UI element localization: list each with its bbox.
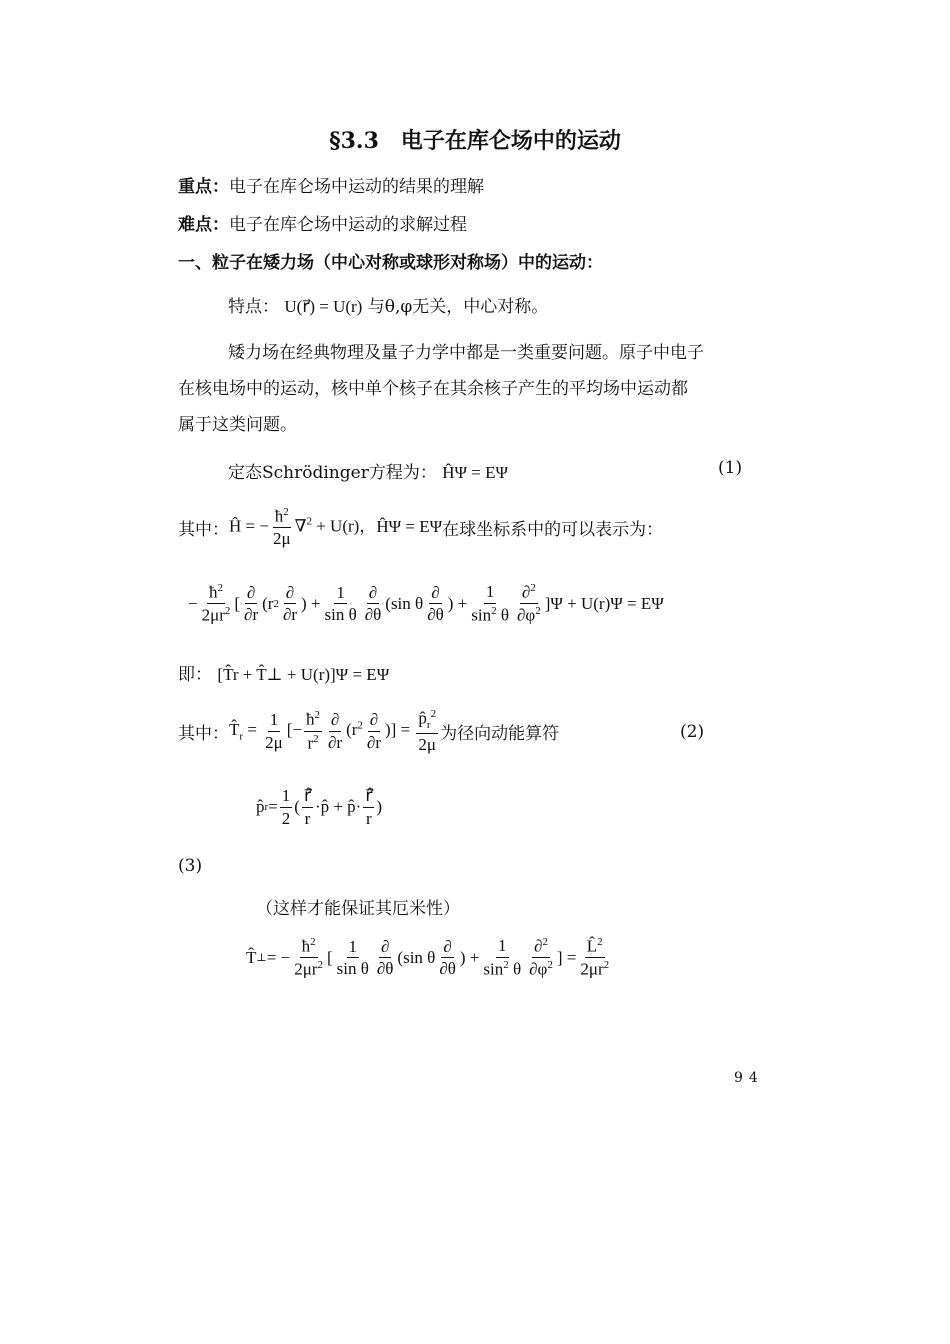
radial-momentum-formula: p̂ r = $\frac{1}{2}$ ( $\frac{r̂⃗}{r}$ ·p̂ + p̂· $\frac{r̂⃗}{r}$ ) [256,786,383,828]
eq-ji-prefix: 即： [178,665,212,685]
eq-ji-line [178,660,389,685]
paragraph-line-2: 在核电场中的运动，核中单个核子在其余核子产生的平均场中运动都 [178,379,688,399]
eq-h-mid: ĤΨ = EΨ [376,517,443,537]
feature-formula: U(r⃗) = U(r) [284,297,363,316]
eq2-number: (2) [680,722,705,742]
eq1-number: (1) [718,458,743,478]
feature-prefix: 特点： [228,297,279,317]
difficulty-line [178,210,467,235]
hamiltonian-formula: Ĥ = − $\frac{ħ^2}{2\mu}$ ∇$^2$ + U(r)， [229,506,377,549]
hermitian-note: （这样才能保证其厄米性） [256,899,460,919]
equation-2 [178,708,559,754]
transverse-kinetic-formula: T̂ ⊥ = − $\frac{ħ^2}{2\mu r^2}$ [ $\frac{1}{\text{sin θ}}$ $\frac{\partial}{\partial\theta}$ (sin θ $\frac{\partial}{\partial\theta}$ ) + $\frac{1}{\sin^2 \theta}$ $\frac{\partial^2}{\partial\varphi^2}$ ] = $\frac{L̂^2}{2\mu r^2}$ [246,936,610,979]
key-point-text: 电子在库仑场中运动的结果的理解 [229,177,484,197]
equation-1 [228,458,508,483]
difficulty-text: 电子在库仑场中运动的求解过程 [229,215,467,235]
page-number: 94 [734,1070,764,1086]
eq-h-prefix: 其中： [178,519,229,540]
paragraph-line-1: 矮力场在经典物理及量子力学中都是一类重要问题。原子中电子 [228,343,704,363]
section-heading: 一、粒子在矮力场（中心对称或球形对称场）中的运动： [178,253,603,273]
hamiltonian-line [178,506,663,549]
spherical-tail: ]Ψ + U(r)Ψ = EΨ [544,593,664,613]
key-point-line [178,172,484,197]
eq2-prefix: 其中： [178,723,229,744]
paragraph-line-3: 属于这类问题。 [178,415,297,435]
feature-suffix: 与θ,φ无关，中心对称。 [367,297,549,317]
eq-h-suffix: 在球坐标系中的可以表示为： [442,519,664,540]
page-title: §3.3 电子在库仑场中的运动 [329,128,621,154]
eq1-prefix: 定态Schrödinger方程为： [228,463,437,483]
spherical-equation: − $\frac{ħ^2}{2\mu r^2}$ [ $\frac{\partial}{\partial r}$ (r 2 $\frac{\partial}{\partial r}$ ) + $\frac{1}{\text{sin θ}}$ $\frac{\partial}{\partial\theta}$ (sin θ $\frac{\partial}{\partial\theta}$ ) + $\frac{1}{\sin^2 \theta}$ $\frac{\partial^2}{\partial\varphi^2}$ ]Ψ + U(r)Ψ = EΨ [188,582,664,625]
eq3-number: (3) [178,856,203,876]
eq2-suffix: 为径向动能算符 [440,723,560,744]
key-point-label: 重点： [178,177,229,197]
radial-kinetic-formula: $T̂_r$ = $\frac{1}{2\mu}$ [− $\frac{ħ^2}{r^2}$ $\frac{\partial}{\partial r}$ ($r^2$ $\frac{\partial}{\partial r}$ )] = $\frac{p̂_r^2}{2\mu}$ [229,708,437,754]
feature-line [228,292,548,317]
eq-ji-formula: [T̂r + T̂⊥ + U(r)]Ψ = EΨ [217,665,390,684]
eq1-formula: ĤΨ = EΨ [442,463,509,482]
difficulty-label: 难点： [178,215,229,235]
